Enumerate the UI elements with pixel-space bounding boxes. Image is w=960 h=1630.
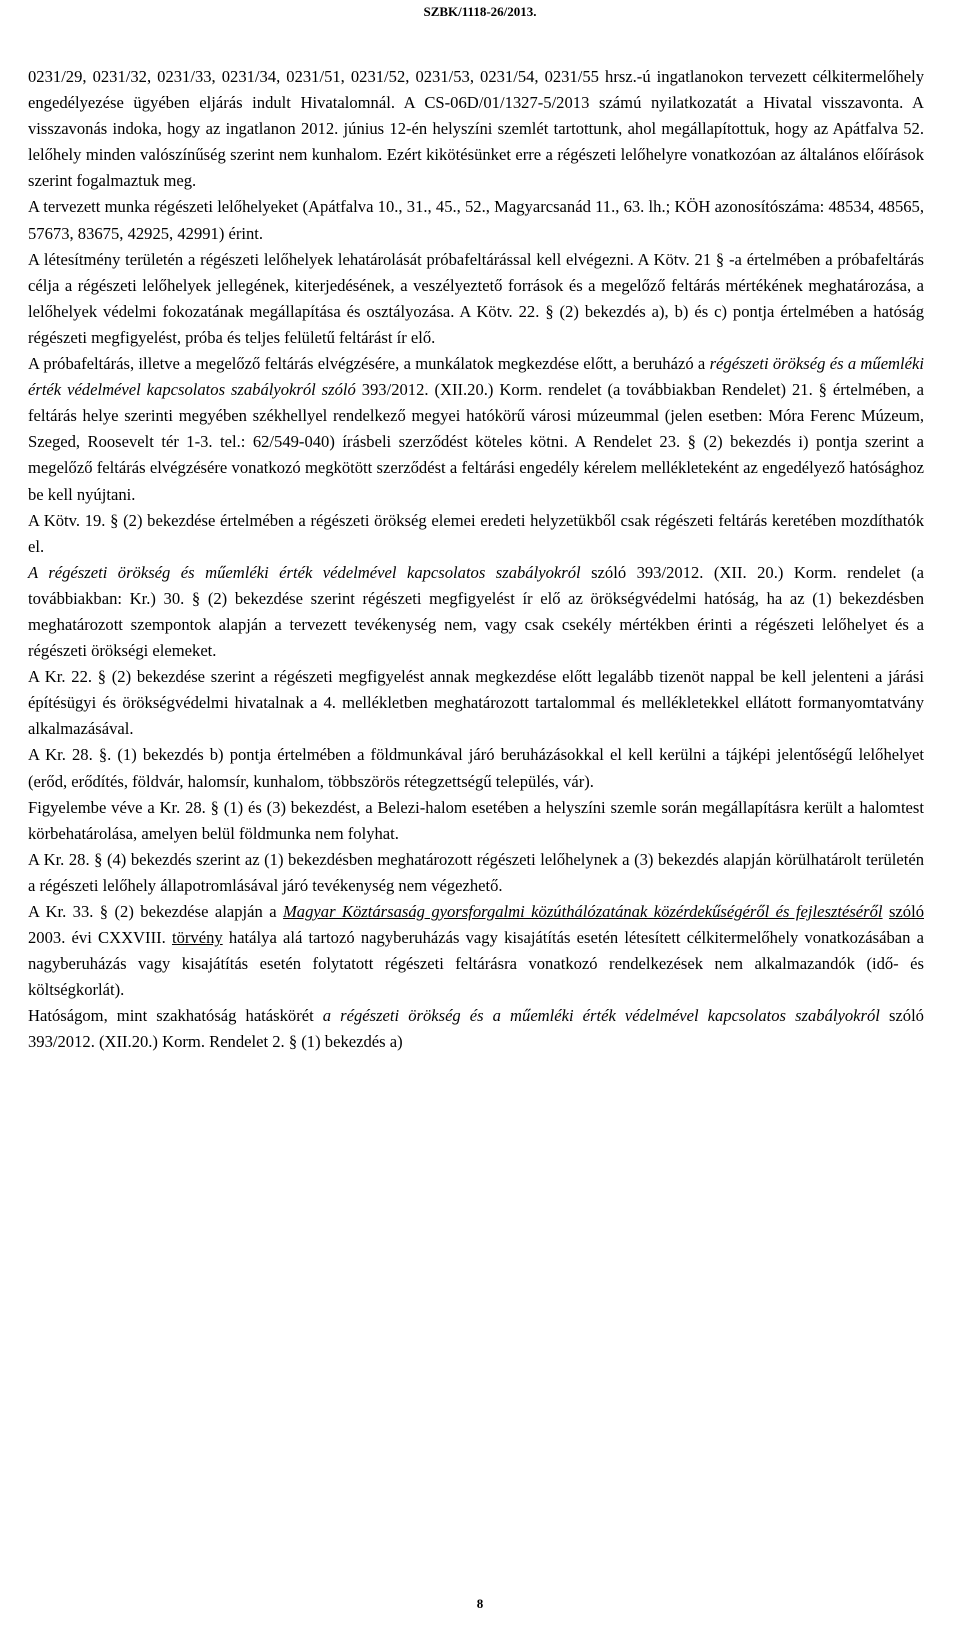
paragraph: [28, 795, 924, 847]
text-run: régészeti örökség és a műemléki érték védelmével kapcsolatos szabályokról szóló: [28, 354, 924, 400]
paragraph: [28, 899, 924, 1003]
text-run: A régészeti örökség és műemléki érték védelmével kapcsolatos szabályokról: [28, 562, 581, 582]
text-run: hatálya alá tartozó nagyberuházás vagy kisajátítás esetén létesített célkitermelőhely vonatkozásában a nagyberuházás vagy kisajátítás esetén folytatott régészeti feltárásra vonatkozó rendelkezések nem alkalmazandók (idő- és költségkorlát).: [28, 928, 924, 1000]
document-id-header: SZBK/1118-26/2013.: [423, 4, 537, 19]
text-run: szóló: [888, 902, 924, 921]
text-run: A Kötv. 19. § (2) bekezdése értelmében a régészeti örökség elemei eredeti helyzetükből csak régészeti feltárás keretében mozdíthatók el.: [28, 510, 924, 556]
text-run: törvény: [171, 928, 223, 948]
text-run: A létesítmény területén a régészeti lelőhelyek lehatárolását próbafeltárással kell elvégezni. A Kötv. 21 § -a értelmében a próbafeltárás célja a régészeti lelőhelyek jellegének, kiterjedésének, a veszélyeztető források és a megelőző feltárás mértékének meghatározása, a lelőhelyek védelmi fokozatának megállapítása és osztályozása. A Kötv. 22. § (2) bekezdés a), b) és c) pontja értelmében a hatóság régészeti megfigyelést, próba és teljes felületű feltárást ír elő.: [28, 249, 924, 347]
paragraph: [28, 351, 924, 508]
text-run: A próbafeltárás, illetve a megelőző feltárás elvégzésére, a munkálatok megkezdése előtt, a beruházó a: [28, 354, 710, 374]
text-run: 2003. évi CXXVIII.: [28, 928, 172, 948]
paragraph: [28, 1003, 924, 1055]
text-run: Hatóságom, mint szakhatóság hatáskörét: [28, 1006, 323, 1026]
paragraph: [28, 194, 924, 246]
paragraph: [28, 664, 924, 742]
page-number: 8: [476, 1596, 484, 1611]
text-run: a régészeti örökség és a műemléki érték védelmével kapcsolatos szabályokról: [322, 1006, 880, 1026]
paragraph: [28, 64, 924, 194]
text-run: A Kr. 33. § (2) bekezdése alapján a: [28, 902, 283, 921]
paragraph: [28, 560, 924, 664]
text-run: Magyar Köztársaság gyorsforgalmi közúthálózatának közérdekűségéről és fejlesztéséről: [282, 902, 883, 921]
paragraph: [28, 247, 924, 351]
paragraph: [28, 847, 924, 899]
paragraph: [28, 742, 924, 794]
text-run: A Kr. 28. §. (1) bekezdés b) pontja értelmében a földmunkával járó beruházásokkal el kell kerülni a tájképi jelentőségű lelőhelyet (erőd, erődítés, földvár, halomsír, kunhalom, többszörös rétegzettségű település, vár).: [28, 745, 924, 791]
text-run: A tervezett munka régészeti lelőhelyeket (Apátfalva 10., 31., 45., 52., Magyarcsanád 11., 63. lh.; KÖH azonosítószáma: 48534, 48565, 57673, 83675, 42925, 42991) érint.: [28, 197, 924, 243]
text-run: 0231/29, 0231/32, 0231/33, 0231/34, 0231/51, 0231/52, 0231/53, 0231/54, 0231/55 hrsz.-ú ingatlanokon tervezett célkitermelőhely engedélyezése ügyében eljárás indult Hivatalomnál. A CS-06D/01/1327-5/2013 számú nyilatkozatát a Hivatal visszavonta. A visszavonás indoka, hogy az ingatlanon 2012. június 12-én helyszíni szemlét tartottunk, ahol megállapítottuk, hogy az Apátfalva 52. lelőhely minden valószínűség szerint nem kunhalom. Ezért kikötésünket erre a régészeti lelőhelyre vonatkozóan az általános előírások szerint fogalmaztuk meg.: [28, 67, 924, 191]
text-run: A Kr. 22. § (2) bekezdése szerint a régészeti megfigyelést annak megkezdése előtt legalább tizenöt nappal be kell jelenteni a járási építésügyi és örökségvédelmi hivatalnak a 4. mellékletben meghatározott tartalommal és mellékletekkel ellátott formanyomtatvány alkalmazásával.: [28, 667, 924, 739]
text-run: szóló 393/2012. (XII.20.) Korm. Rendelet 2. § (1) bekezdés a): [28, 1006, 924, 1052]
text-run: Figyelembe véve a Kr. 28. § (1) és (3) bekezdést, a Belezi-halom esetében a helyszíni szemle során megállapításra került a halomtest körbehatárolása, amelyen belül földmunka nem folyhat.: [28, 797, 924, 843]
text-run: 393/2012. (XII.20.) Korm. rendelet (a továbbiakban Rendelet) 21. § értelmében, a feltárás helye szerinti megyében székhellyel rendelkező megyei hatókörű városi múzeummal (jelen esetben: Móra Ferenc Múzeum, Szeged, Roosevelt tér 1-3. tel.: 62/549-040) írásbeli szerződést köteles kötni. A Rendelet 23. § (2) bekezdés i) pontja szerint a megelőző feltárás elvégzésére vonatkozó megkötött szerződést a feltárási engedély kérelem mellékleteként az engedélyező hatósághoz be kell nyújtani.: [28, 380, 925, 504]
document-body: [28, 64, 924, 1056]
text-run: szóló 393/2012. (XII. 20.) Korm. rendelet (a továbbiakban: Kr.) 30. § (2) bekezdése szerint régészeti megfigyelést ír elő az örökségvédelmi hatóság, ha az (1) bekezdésben meghatározott szempontok alapján a tervezett tevékenység nem, vagy csak csekély mértékben érinti a régészeti lelőhelyet és a régészeti örökségi elemeket.: [28, 562, 924, 661]
paragraph: [28, 508, 924, 560]
text-run: A Kr. 28. § (4) bekezdés szerint az (1) bekezdésben meghatározott régészeti lelőhelynek a (3) bekezdés alapján körülhatárolt területén a régészeti lelőhely állapotromlásával járó tevékenység nem végezhető.: [28, 849, 924, 895]
